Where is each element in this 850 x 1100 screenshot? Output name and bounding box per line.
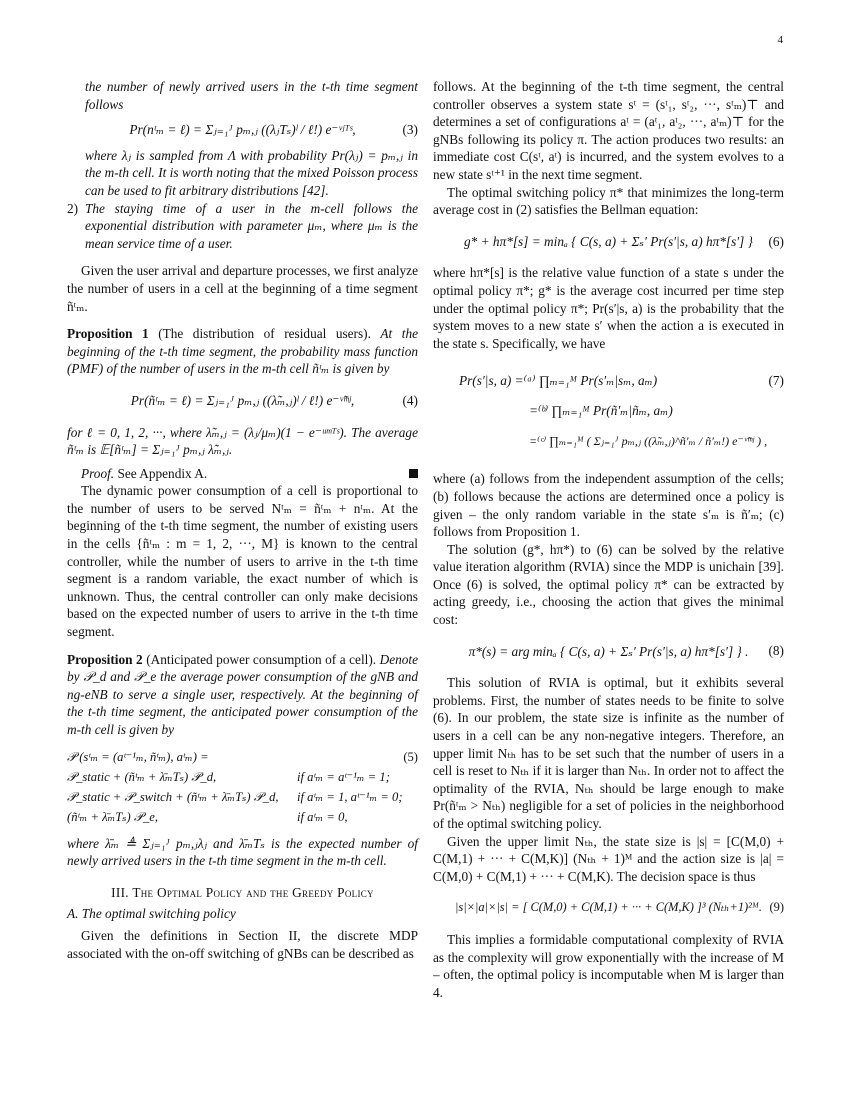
page-number: 4	[777, 34, 783, 46]
proposition-1-name: (The distribution of residual users).	[158, 326, 371, 342]
paragraph: where (a) follows from the independent assumption of the cells; (b) follows because the actions are determined once a policy is given – the only random variable in the state s′ₘ is ñ′ₘ; (c) follows from Proposition 1.	[433, 471, 784, 540]
list-item-1-continuation: the number of newly arrived users in the t-th time segment follows	[85, 79, 418, 112]
equation-5	[67, 747, 418, 827]
proof-label: Proof.	[81, 465, 115, 481]
paragraph: The optimal switching policy π* that minimizes the long-term average cost in (2) satisfies the Bellman equation:	[433, 184, 784, 218]
equation-5-case-3: (ñᵗₘ + λ̄ₘTₛ) 𝒫_e,	[67, 809, 159, 824]
paragraph: where hπ*[s] is the relative value function of a state s under the optimal policy π*; g* is the average cost incurred per time step under the optimal policy π*; Pr(s′|s, a) is the probability that the system moves to a new state s′ when the action a is executed in the state s. Specifically, we have	[433, 265, 784, 351]
equation-5-head: 𝒫 (sᵗₘ = (aᵗ⁻¹ₘ, ñᵗₘ), aᵗₘ) =	[67, 749, 209, 764]
list-item-2	[67, 200, 418, 253]
paragraph: Given the upper limit Nₜₕ, the state size is |s| = [C(M,0) + C(M,1) + ··· + C(M,K)] (Nₜₕ + 1)ᴹ and the action size is |a| = C(M,0) + C(M,1) + ··· + C(M,K). The decision space is thus	[433, 833, 784, 884]
proposition-2-continuation: where λ̄ₘ ≜ Σⱼ₌₁ᴶ pₘ,ⱼλⱼ and λ̄ₘTₛ is the expected number of newly arrived users in the t-th time segment in the m-th cell.	[67, 835, 418, 869]
left-column	[67, 78, 418, 962]
paragraph: This implies a formidable computational complexity of RVIA as the complexity will grow exponentially with the increase of M – often, the optimal policy is incomputable when M is larger than 4.	[433, 931, 784, 1000]
equation-7	[433, 366, 784, 456]
equation-4	[67, 392, 418, 410]
proposition-2-title: Proposition 2	[67, 651, 143, 667]
equation-5-number: (5)	[403, 749, 418, 764]
right-column	[433, 78, 784, 1001]
list-item-1-tail: where λⱼ is sampled from Λ with probability Pr(λⱼ) = pₘ,ⱼ in the m-th cell. It is worth noting that the mixed Poisson process can be used to fit arbitrary distributions [42].	[85, 147, 418, 198]
equation-5-condition-1: if aᵗₘ = aᵗ⁻¹ₘ = 1;	[297, 769, 390, 784]
equation-6-number: (6)	[768, 233, 784, 249]
equation-8-body: π*(s) = arg minₐ { C(s, a) + Σₛ′ Pr(s′|s, a) hπ*[s′] } .	[468, 643, 749, 659]
proof-text: See Appendix A.	[117, 465, 208, 481]
equation-4-number: (4)	[402, 392, 418, 408]
proposition-1-title: Proposition 1	[67, 326, 149, 342]
section-heading: III. The Optimal Policy and the Greedy Policy	[111, 884, 374, 900]
equation-5-condition-3: if aᵗₘ = 0,	[297, 809, 348, 824]
equation-7-line-b: =⁽ᵇ⁾ ∏ₘ₌₁ᴹ Pr(ñ′ₘ|ñₘ, aₘ)	[529, 403, 673, 419]
equation-9-body: |s|×|a|×|s| = [ C(M,0) + C(M,1) + ··· + C(M,K) ]³ (Nₜₕ+1)²ᴹ.	[455, 900, 762, 915]
paragraph: The solution (g*, hπ*) to (6) can be solved by the relative value iteration algorithm (RVIA) since the MDP is unichain [39]. Once (6) is solved, the optimal policy π* can be extracted by acting greedy, i.e., choosing the action that gives the minimal cost:	[433, 541, 784, 628]
equation-3	[67, 121, 418, 139]
proposition-2-name: (Anticipated power consumption of a cell).	[146, 651, 377, 667]
equation-5-case-1: 𝒫_static + (ñᵗₘ + λ̄ₘTₛ) 𝒫_d,	[67, 769, 217, 784]
equation-6-body: g* + hπ*[s] = minₐ { C(s, a) + Σₛ′ Pr(s′|s, a) hπ*[s′] }	[464, 233, 753, 249]
equation-7-number: (7)	[768, 373, 784, 389]
paragraph: follows. At the beginning of the t-th time segment, the central controller observes a system state sᵗ = (sᵗ₁, sᵗ₂, ···, sᵗₘ)⊤ and determines a set of configurations aᵗ = (aᵗ₁, aᵗ₂, ···, aᵗₘ)⊤ for the gNBs following its policy π. The action produces two results: an immediate cost C(sᵗ, aᵗ) is incurred, and the system evolves to a new state sᵗ⁺¹ in the next time segment.	[433, 79, 784, 182]
equation-8-number: (8)	[768, 643, 784, 659]
equation-9-number: (9)	[769, 900, 784, 915]
equation-6	[433, 233, 784, 251]
proposition-2	[67, 651, 418, 739]
equation-5-condition-2: if aᵗₘ = 1, aᵗ⁻¹ₘ = 0;	[297, 789, 403, 804]
list-item-2-label: 2)	[67, 200, 79, 216]
subsection-heading: A. The optimal switching policy	[67, 906, 236, 922]
proposition-1-continuation: for ℓ = 0, 1, 2, ···, where λ̃ₘ,ⱼ = (λⱼ/μₘ)(1 − e⁻ᵘᵐᵀˢ). The average ñᵗₘ is 𝔼[ñᵗₘ] = Σⱼ₌₁ᴶ pₘ,ⱼ λ̃ₘ,ⱼ.	[67, 424, 418, 458]
qed-mark	[409, 469, 418, 478]
proof	[67, 465, 418, 483]
proposition-1-text: At the beginning of the t-th time segment, the probability mass function (PMF) of the number of users in the m-th cell ñᵗₘ is given by	[67, 326, 418, 377]
equation-9	[433, 899, 784, 917]
equation-3-body: Pr(nᵗₘ = ℓ) = Σⱼ₌₁ᴶ pₘ,ⱼ ((λⱼTₛ)ˡ / ℓ!) e⁻ᵛʲᵀˢ,	[129, 122, 356, 138]
proposition-2-text: Denote by 𝒫_d and 𝒫_e the average power consumption of the gNB and ng-eNB to serve a single user, respectively. At the beginning of the t-th time segment, the anticipated power consumption of the m-th cell is given by	[67, 651, 419, 737]
equation-8	[433, 643, 784, 661]
paragraph: The dynamic power consumption of a cell is proportional to the number of users to be served Nᵗₘ = ñᵗₘ + nᵗₘ. At the beginning of the t-th time segment, the number of existing users in the cells {ñᵗₘ : m = 1, 2, ···, M} is known to the central controller, while the number of users to arrive in the t-th time segment is a random variable, the exact number of which is unknown. Thus, the central controller can only make decisions based on the expected number of users to arrive in the t-th time segment.	[67, 483, 418, 640]
equation-3-number: (3)	[402, 122, 418, 138]
list-item-2-text: The staying time of a user in the m-cell follows the exponential distribution with parameter μₘ, where μₘ is the mean service time of a user.	[85, 200, 418, 251]
equation-4-body: Pr(ñᵗₘ = ℓ) = Σⱼ₌₁ᴶ pₘ,ⱼ ((λ̃ₘ,ⱼ)ˡ / ℓ!) e⁻ᵛ̃ᵐʲ,	[130, 392, 355, 408]
equation-5-case-2: 𝒫_static + 𝒫_switch + (ñᵗₘ + λ̄ₘTₛ) 𝒫_d,	[67, 789, 279, 804]
equation-7-line-c: =⁽ᶜ⁾ ∏ₘ₌₁ᴹ ( Σⱼ₌₁ᴶ pₘ,ⱼ ((λ̃ₘ,ⱼ)^ñ′ₘ / ñ′ₘ!) e⁻ᵛ̃ᵐʲ ) ,	[529, 434, 768, 449]
paragraph: Given the user arrival and departure processes, we first analyze the number of users in a cell at the beginning of a time segment ñᵗₘ.	[67, 263, 418, 314]
equation-7-line-a: Pr(s′|s, a) =⁽ᵃ⁾ ∏ₘ₌₁ᴹ Pr(s′ₘ|sₘ, aₘ)	[459, 373, 658, 389]
paragraph: Given the definitions in Section II, the discrete MDP associated with the on-off switching of gNBs can be described as	[67, 927, 418, 961]
proposition-1	[67, 325, 418, 378]
paragraph: This solution of RVIA is optimal, but it exhibits several problems. First, the number of states needs to be finite to solve (6). In our problem, the state size is infinite as the number of users in a cell can be any non-negative integers. Therefore, an upper limit Nₜₕ has to be set such that the number of users in a cell is reset to Nₜₕ if it is larger than Nₜₕ. In order not to affect the optimality of the RVIA, Nₜₕ should be large enough to make Pr(ñᵗₘ > Nₜₕ) negligible for a set of policies in the neighborhood of the optimal switching policy.	[433, 675, 784, 831]
